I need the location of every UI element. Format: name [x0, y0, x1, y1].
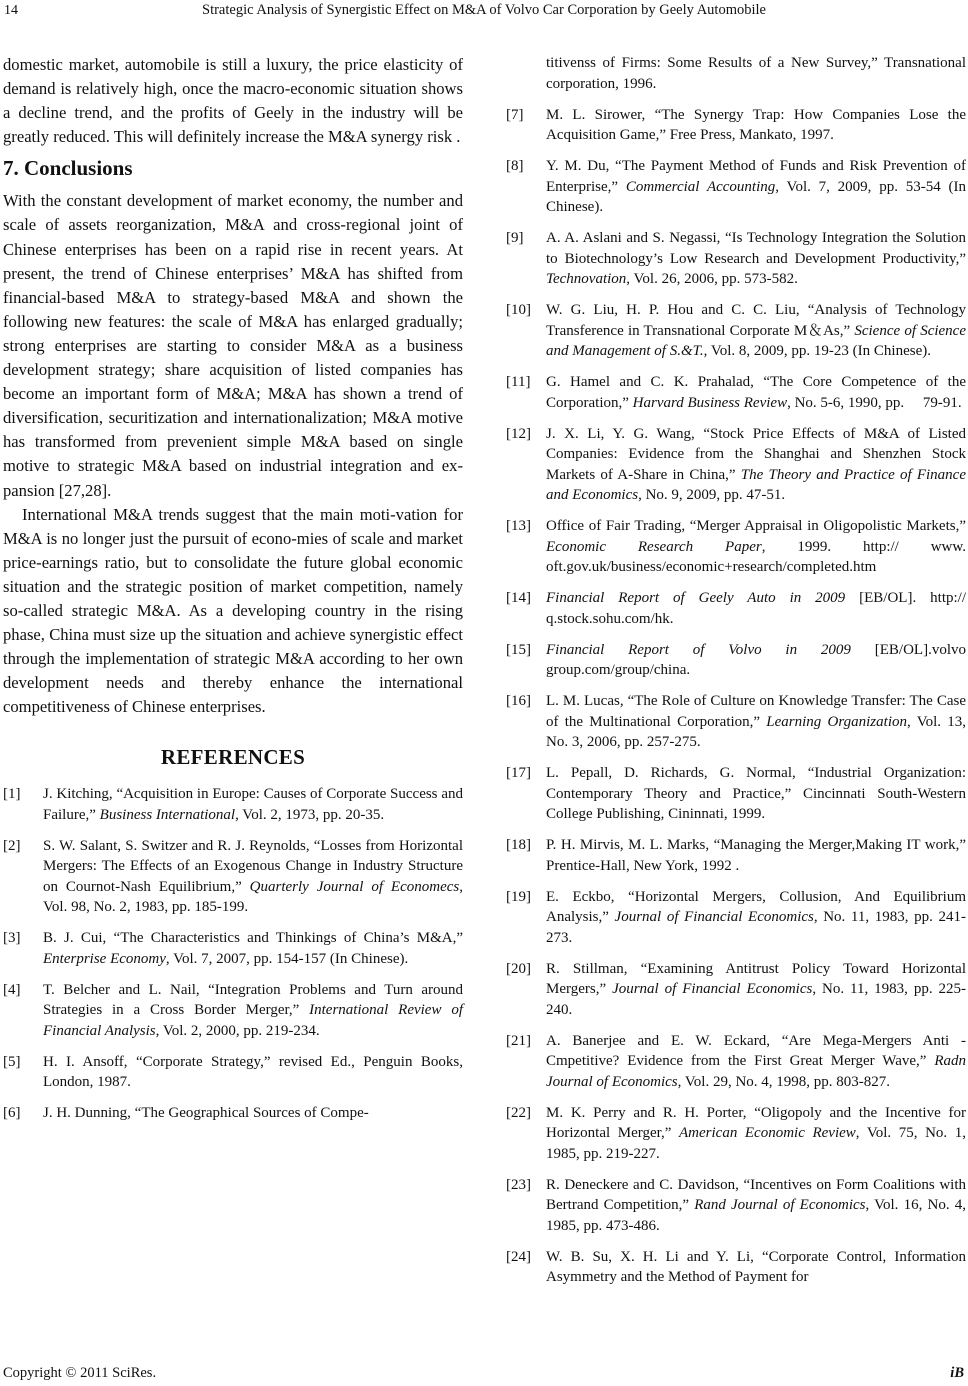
reference-text-run: , Vol. 16, No. 4, 1985, pp. 473-486.	[546, 1197, 966, 1234]
reference-number: [6]	[3, 1105, 21, 1122]
reference-text-run: , 1999. http:// www. oft.gov.uk/business/economic+research/completed.htm	[546, 538, 966, 575]
reference-list-right	[506, 53, 966, 1288]
reference-item	[3, 1103, 463, 1124]
reference-number: [2]	[3, 837, 21, 854]
reference-item	[506, 424, 966, 506]
reference-text	[546, 374, 966, 411]
reference-item	[506, 53, 966, 94]
reference-source-title: Business International	[99, 806, 236, 823]
reference-text	[546, 302, 966, 359]
reference-item	[3, 1052, 463, 1093]
reference-text-run: , No. 9, 2009, pp. 47-51.	[638, 487, 786, 503]
reference-source-title: Financial Report of Geely Auto in 2009	[546, 590, 846, 606]
reference-number: [11]	[506, 374, 531, 390]
reference-text-run: R. Stillman, “Examining Antitrust Policy Toward Horizontal Mergers,”	[546, 960, 966, 997]
reference-number: [10]	[506, 302, 531, 318]
copyright-notice: Copyright © 2011 SciRes.	[3, 1365, 157, 1381]
reference-source-title: The Theory and Practice of Finance and Economics	[546, 466, 966, 503]
reference-text	[546, 642, 966, 679]
section-heading: 7. Conclusions	[3, 156, 133, 181]
conclusion-paragraph: International M&A trends suggest that the main moti-vation for M&A is no longer just the pursuit of econo-mies of scale and market price-earnings ratio, but to consolidate the future global economic situation and the strategic position of market competition, namely so-called strategic M&A. As a developing country in the rising phase, China must size up the situation and achieve synergistic effect through the implementation of strategic M&A according to her own development needs and thereby enhance the international competitiveness of Chinese enterprises.	[3, 504, 463, 717]
reference-text	[546, 590, 966, 627]
reference-text-run: W. G. Liu, H. P. Hou and C. C. Liu, “Analysis of Technology Transference in Transnational Corporate M＆As,”	[546, 302, 966, 339]
reference-text	[546, 961, 966, 1018]
reference-source-title: Learning Organization	[766, 713, 907, 730]
reference-text-run: S. W. Salant, S. Switzer and R. J. Reynolds, “Losses from Horizontal Mergers: The Effects of an Exogenous Change in Industry Structure on Cournot-Nash Equilibrium,”	[43, 837, 463, 895]
reference-number: [17]	[506, 765, 531, 781]
reference-text-run: , No. 5-6, 1990, pp. 79-91.	[787, 394, 962, 411]
left-column	[3, 53, 463, 1134]
reference-text-run: , Vol. 2, 2000, pp. 219-234.	[155, 1022, 320, 1039]
reference-item	[506, 1175, 966, 1237]
reference-text-run: J. H. Dunning, “The Geographical Sources of Compe-	[43, 1105, 369, 1122]
reference-text-run: Y. M. Du, “The Payment Method of Funds and Risk Prevention of Enterprise,”	[546, 158, 966, 195]
reference-text	[43, 786, 463, 823]
reference-source-title: International Review of Financial Analysis	[43, 1002, 463, 1039]
reference-text-run: [EB/OL]. http:// q.stock.sohu.com/hk.	[546, 590, 966, 627]
reference-text-run: , Vol. 26, 2006, pp. 573-582.	[626, 271, 798, 287]
reference-number: [5]	[3, 1053, 21, 1070]
reference-text-run: , Vol. 2, 1973, pp. 20-35.	[235, 806, 385, 823]
journal-abbreviation: iB	[950, 1365, 964, 1381]
reference-text-run: titivenss of Firms: Some Results of a New Survey,” Transnational corporation, 1996.	[546, 55, 966, 92]
reference-number: [3]	[3, 930, 21, 947]
reference-source-title: Quarterly Journal of Economecs	[249, 878, 460, 895]
reference-source-title: Science of Science and Management of S.&T.	[546, 322, 966, 359]
reference-text	[546, 518, 966, 575]
reference-item	[506, 835, 966, 876]
reference-source-title: Financial Report of Volvo in 2009	[546, 641, 851, 658]
right-column	[506, 53, 966, 1298]
reference-text-run: L. M. Lucas, “The Role of Culture on Knowledge Transfer: The Case of the Multinational Corporation,”	[546, 693, 966, 730]
reference-text	[43, 1105, 369, 1121]
reference-number: [15]	[506, 641, 531, 658]
reference-item	[506, 516, 966, 578]
page-footer	[0, 1365, 968, 1385]
reference-text-run: , Vol. 13, No. 3, 2006, pp. 257-275.	[546, 713, 967, 750]
reference-item	[506, 1031, 966, 1093]
reference-text-run: T. Belcher and L. Nail, “Integration Problems and Turn around Strategies in a Cross Border Merger,”	[43, 981, 463, 1019]
reference-text-run: J. Kitching, “Acquisition in Europe: Causes of Corporate Success and Failure,”	[43, 786, 463, 823]
reference-item	[3, 836, 463, 918]
reference-source-title: Technovation	[546, 271, 627, 287]
reference-item	[506, 763, 966, 825]
reference-text	[546, 765, 966, 822]
reference-number: [23]	[506, 1176, 531, 1193]
reference-item	[3, 928, 463, 969]
reference-item	[506, 156, 966, 218]
reference-text-run: , Vol. 7, 2007, pp. 154-157 (In Chinese).	[165, 950, 409, 967]
reference-item	[506, 640, 966, 681]
reference-number: [19]	[506, 888, 531, 905]
reference-text	[546, 230, 966, 287]
reference-text	[546, 55, 966, 92]
page-number: 14	[4, 3, 18, 18]
reference-source-title: Commercial Accounting	[625, 178, 776, 195]
reference-number: [14]	[506, 590, 531, 606]
reference-text-run: A. Banerjee and E. W. Eckard, “Are Mega-Mergers Anti -Cmpetitive? Evidence from the First Great Merger Wave,”	[546, 1032, 966, 1069]
reference-text-run: , Vol. 29, No. 4, 1998, pp. 803-827.	[677, 1073, 891, 1090]
reference-number: [16]	[506, 693, 531, 709]
reference-number: [1]	[3, 786, 21, 803]
reference-source-title: Rand Journal of Economics	[694, 1197, 866, 1213]
reference-number: [18]	[506, 837, 531, 853]
reference-number: [12]	[506, 425, 531, 442]
reference-number: [20]	[506, 960, 531, 977]
reference-number: [21]	[506, 1032, 531, 1049]
reference-text-run: W. B. Su, X. H. Li and Y. Li, “Corporate Control, Information Asymmetry and the Method of Payment for	[546, 1248, 966, 1285]
reference-item	[506, 1247, 966, 1288]
reference-text-run: [EB/OL].volvo group.com/group/china.	[546, 641, 966, 678]
reference-text-run: , Vol. 98, No. 2, 1983, pp. 185-199.	[43, 878, 463, 916]
reference-text	[546, 1177, 966, 1234]
reference-item	[506, 588, 966, 629]
reference-text	[546, 107, 966, 144]
reference-number: [8]	[506, 158, 524, 174]
reference-text-run: L. Pepall, D. Richards, G. Normal, “Industrial Organization: Contemporary Theory and Practice,” Cincinnati South-Western College Publishing, Cininnati, 1999.	[546, 765, 966, 822]
reference-source-title: American Economic Review	[679, 1125, 856, 1141]
reference-text	[43, 930, 463, 967]
reference-item	[506, 300, 966, 362]
reference-text-run: , No. 11, 1983, pp. 241-273.	[546, 909, 966, 946]
reference-number: [4]	[3, 981, 21, 998]
reference-text	[43, 1054, 463, 1091]
reference-text	[43, 838, 463, 916]
reference-text-run: R. Deneckere and C. Davidson, “Incentives on Form Coalitions with Bertrand Competition,”	[546, 1176, 966, 1213]
conclusion-paragraph: With the constant development of market economy, the number and scale of assets reorganization, M&A and cross-regional joint of Chinese enterprises has been on a rapid rise in recent years. At present, the trend of Chinese enterprises’ M&A has shifted from financial-based M&A to strategy-based M&A and shown the following new features: the scale of M&A has enlarged gradually; strong enterprises are starting to consider M&A as a business development strategy; share acquisition of listed companies has become an important form of M&A; M&A has shown a trend of diversification, securitization and internationalization; M&A motive has transformed from prevenient simple M&A based on single motive to strategic M&A based on industrial integration and ex-pansion [27,28].	[3, 191, 463, 500]
reference-text	[43, 982, 463, 1039]
reference-item	[506, 1103, 966, 1165]
reference-number: [24]	[506, 1248, 531, 1265]
reference-text	[546, 693, 966, 750]
reference-item	[3, 784, 463, 825]
running-title: Strategic Analysis of Synergistic Effect on M&A of Volvo Car Corporation by Geely Automobile	[202, 2, 766, 18]
reference-text	[546, 889, 966, 946]
reference-text-run: , Vol. 7, 2009, pp. 53-54 (In Chinese).	[546, 178, 966, 215]
reference-text	[546, 1033, 966, 1090]
reference-item	[506, 228, 966, 290]
reference-text	[546, 1105, 966, 1162]
reference-text-run: M. K. Perry and R. H. Porter, “Oligopoly and the Incentive for Horizontal Merger,”	[546, 1104, 966, 1141]
reference-item	[506, 372, 966, 413]
reference-text	[546, 1249, 966, 1286]
reference-source-title: Journal of Financial Economics	[614, 909, 814, 925]
reference-text-run: , Vol. 75, No. 1, 1985, pp. 219-227.	[546, 1125, 966, 1162]
reference-number: [7]	[506, 106, 524, 123]
reference-list-left	[3, 784, 463, 1124]
reference-text-run: A. A. Aslani and S. Negassi, “Is Technology Integration the Solution to Biotechnology’s Low Research and Development Productivity,”	[546, 230, 966, 267]
reference-source-title: Journal of Financial Economics	[612, 981, 813, 997]
reference-text-run: Office of Fair Trading, “Merger Appraisal in Oligopolistic Markets,”	[546, 518, 966, 534]
reference-item	[506, 691, 966, 753]
reference-text-run: H. I. Ansoff, “Corporate Strategy,” revised Ed., Penguin Books, London, 1987.	[43, 1053, 463, 1091]
reference-text	[546, 837, 966, 874]
reference-text	[546, 426, 966, 504]
reference-text-run: P. H. Mirvis, M. L. Marks, “Managing the Merger,Making IT work,” Prentice-Hall, New York, 1992 .	[546, 837, 966, 874]
reference-text	[546, 158, 966, 215]
reference-text-run: J. X. Li, Y. G. Wang, “Stock Price Effects of M&A of Listed Companies: Evidence from the Shanghai and Shenzhen Stock Markets of A-Share in China,”	[546, 425, 966, 483]
reference-source-title: Radn Journal of Economics	[546, 1053, 966, 1090]
reference-text-run: G. Hamel and C. K. Prahalad, “The Core Competence of the Corporation,”	[546, 374, 966, 411]
reference-source-title: Harvard Business Review	[632, 394, 788, 411]
reference-text-run: E. Eckbo, “Horizontal Mergers, Collusion, And Equilibrium Analysis,”	[546, 888, 966, 925]
reference-text-run: M. L. Sirower, “The Synergy Trap: How Companies Lose the Acquisition Game,” Free Press, Mankato, 1997.	[546, 106, 966, 143]
reference-number: [9]	[506, 230, 524, 246]
reference-item	[506, 959, 966, 1021]
reference-item	[506, 105, 966, 146]
reference-item	[3, 980, 463, 1042]
reference-text-run: B. J. Cui, “The Characteristics and Thinkings of China’s M&A,”	[43, 930, 463, 947]
reference-number: [22]	[506, 1104, 531, 1121]
page-header	[0, 0, 968, 24]
references-heading: REFERENCES	[160, 745, 306, 770]
reference-text-run: , No. 11, 1983, pp. 225-240.	[546, 981, 967, 1018]
reference-text-run: , Vol. 8, 2009, pp. 19-23 (In Chinese).	[703, 343, 931, 359]
reference-item	[506, 887, 966, 949]
reference-source-title: Economic Research Paper	[546, 538, 762, 555]
reference-source-title: Enterprise Economy	[43, 950, 166, 967]
reference-number: [13]	[506, 518, 531, 534]
intro-paragraph: domestic market, automobile is still a luxury, the price elasticity of demand is relatively high, once the macro-economic situation shows a decline trend, and the profits of Geely in the industry will be greatly reduced. This will definitely increase the M&A synergy risk .	[3, 55, 463, 147]
